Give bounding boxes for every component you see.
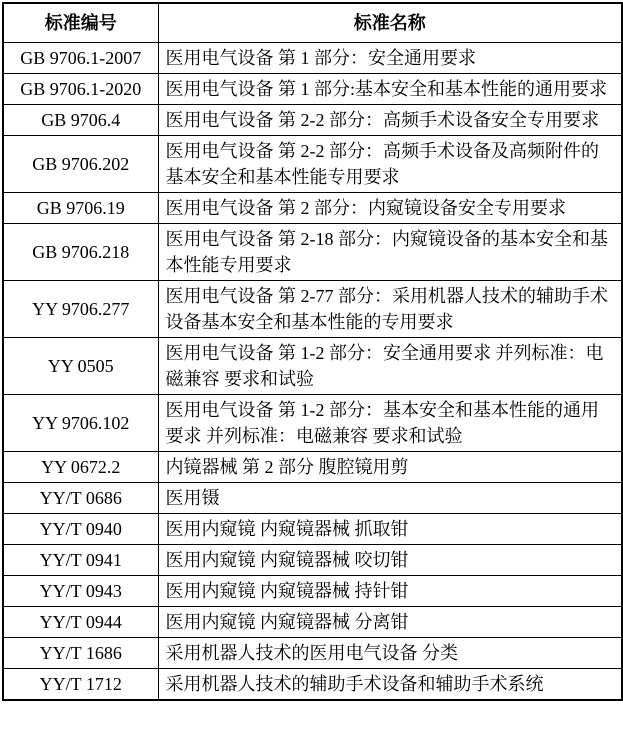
standard-name-cell: 医用电气设备 第 2-2 部分：高频手术设备及高频附件的基本安全和基本性能专用要求 xyxy=(158,136,622,193)
table-row xyxy=(3,483,622,514)
standard-code-cell: GB 9706.4 xyxy=(3,105,158,136)
table-row xyxy=(3,514,622,545)
standard-code-cell: YY 0672.2 xyxy=(3,452,158,483)
standard-name-cell: 医用内窥镜 内窥镜器械 抓取钳 xyxy=(158,514,622,545)
table-row xyxy=(3,669,622,701)
table-row xyxy=(3,576,622,607)
standard-code-cell: YY/T 0940 xyxy=(3,514,158,545)
standard-name-cell: 医用内窥镜 内窥镜器械 分离钳 xyxy=(158,607,622,638)
standard-name-cell: 医用电气设备 第 1-2 部分：基本安全和基本性能的通用要求 并列标准：电磁兼容 要求和试验 xyxy=(158,395,622,452)
table-row xyxy=(3,193,622,224)
standard-code-cell: GB 9706.19 xyxy=(3,193,158,224)
standard-name-cell: 医用内窥镜 内窥镜器械 持针钳 xyxy=(158,576,622,607)
table-body xyxy=(3,43,622,701)
table-row xyxy=(3,452,622,483)
standard-name-cell: 采用机器人技术的医用电气设备 分类 xyxy=(158,638,622,669)
standard-code-cell: YY/T 0943 xyxy=(3,576,158,607)
table-row xyxy=(3,43,622,74)
standard-code-cell: YY/T 0686 xyxy=(3,483,158,514)
header-row xyxy=(3,3,622,43)
column-header-standard-name: 标准名称 xyxy=(158,3,622,43)
standard-code-cell: GB 9706.1-2020 xyxy=(3,74,158,105)
standard-name-cell: 医用电气设备 第 2-77 部分：采用机器人技术的辅助手术设备基本安全和基本性能的专用要求 xyxy=(158,281,622,338)
standard-code-cell: YY/T 0941 xyxy=(3,545,158,576)
standard-name-cell: 医用电气设备 第 2 部分：内窥镜设备安全专用要求 xyxy=(158,193,622,224)
standard-code-cell: GB 9706.218 xyxy=(3,224,158,281)
standard-code-cell: YY 0505 xyxy=(3,338,158,395)
table-row xyxy=(3,136,622,193)
standard-name-cell: 医用镊 xyxy=(158,483,622,514)
table-row xyxy=(3,281,622,338)
table-row xyxy=(3,638,622,669)
standard-name-cell: 医用电气设备 第 2-2 部分：高频手术设备安全专用要求 xyxy=(158,105,622,136)
standard-name-cell: 医用电气设备 第 1 部分:基本安全和基本性能的通用要求 xyxy=(158,74,622,105)
table-row xyxy=(3,105,622,136)
column-header-standard-code: 标准编号 xyxy=(3,3,158,43)
standard-name-cell: 内镜器械 第 2 部分 腹腔镜用剪 xyxy=(158,452,622,483)
standard-name-cell: 医用内窥镜 内窥镜器械 咬切钳 xyxy=(158,545,622,576)
standard-code-cell: GB 9706.1-2007 xyxy=(3,43,158,74)
standard-code-cell: GB 9706.202 xyxy=(3,136,158,193)
table-row xyxy=(3,338,622,395)
standard-name-cell: 医用电气设备 第 1-2 部分：安全通用要求 并列标准：电磁兼容 要求和试验 xyxy=(158,338,622,395)
table-row xyxy=(3,395,622,452)
standard-code-cell: YY/T 1686 xyxy=(3,638,158,669)
standard-code-cell: YY/T 0944 xyxy=(3,607,158,638)
standard-code-cell: YY 9706.277 xyxy=(3,281,158,338)
table-row xyxy=(3,74,622,105)
standard-name-cell: 医用电气设备 第 2-18 部分：内窥镜设备的基本安全和基本性能专用要求 xyxy=(158,224,622,281)
standards-table xyxy=(2,2,623,701)
standard-name-cell: 医用电气设备 第 1 部分：安全通用要求 xyxy=(158,43,622,74)
table-row xyxy=(3,224,622,281)
table-row xyxy=(3,545,622,576)
standard-code-cell: YY 9706.102 xyxy=(3,395,158,452)
standard-code-cell: YY/T 1712 xyxy=(3,669,158,701)
standard-name-cell: 采用机器人技术的辅助手术设备和辅助手术系统 xyxy=(158,669,622,701)
table-row xyxy=(3,607,622,638)
